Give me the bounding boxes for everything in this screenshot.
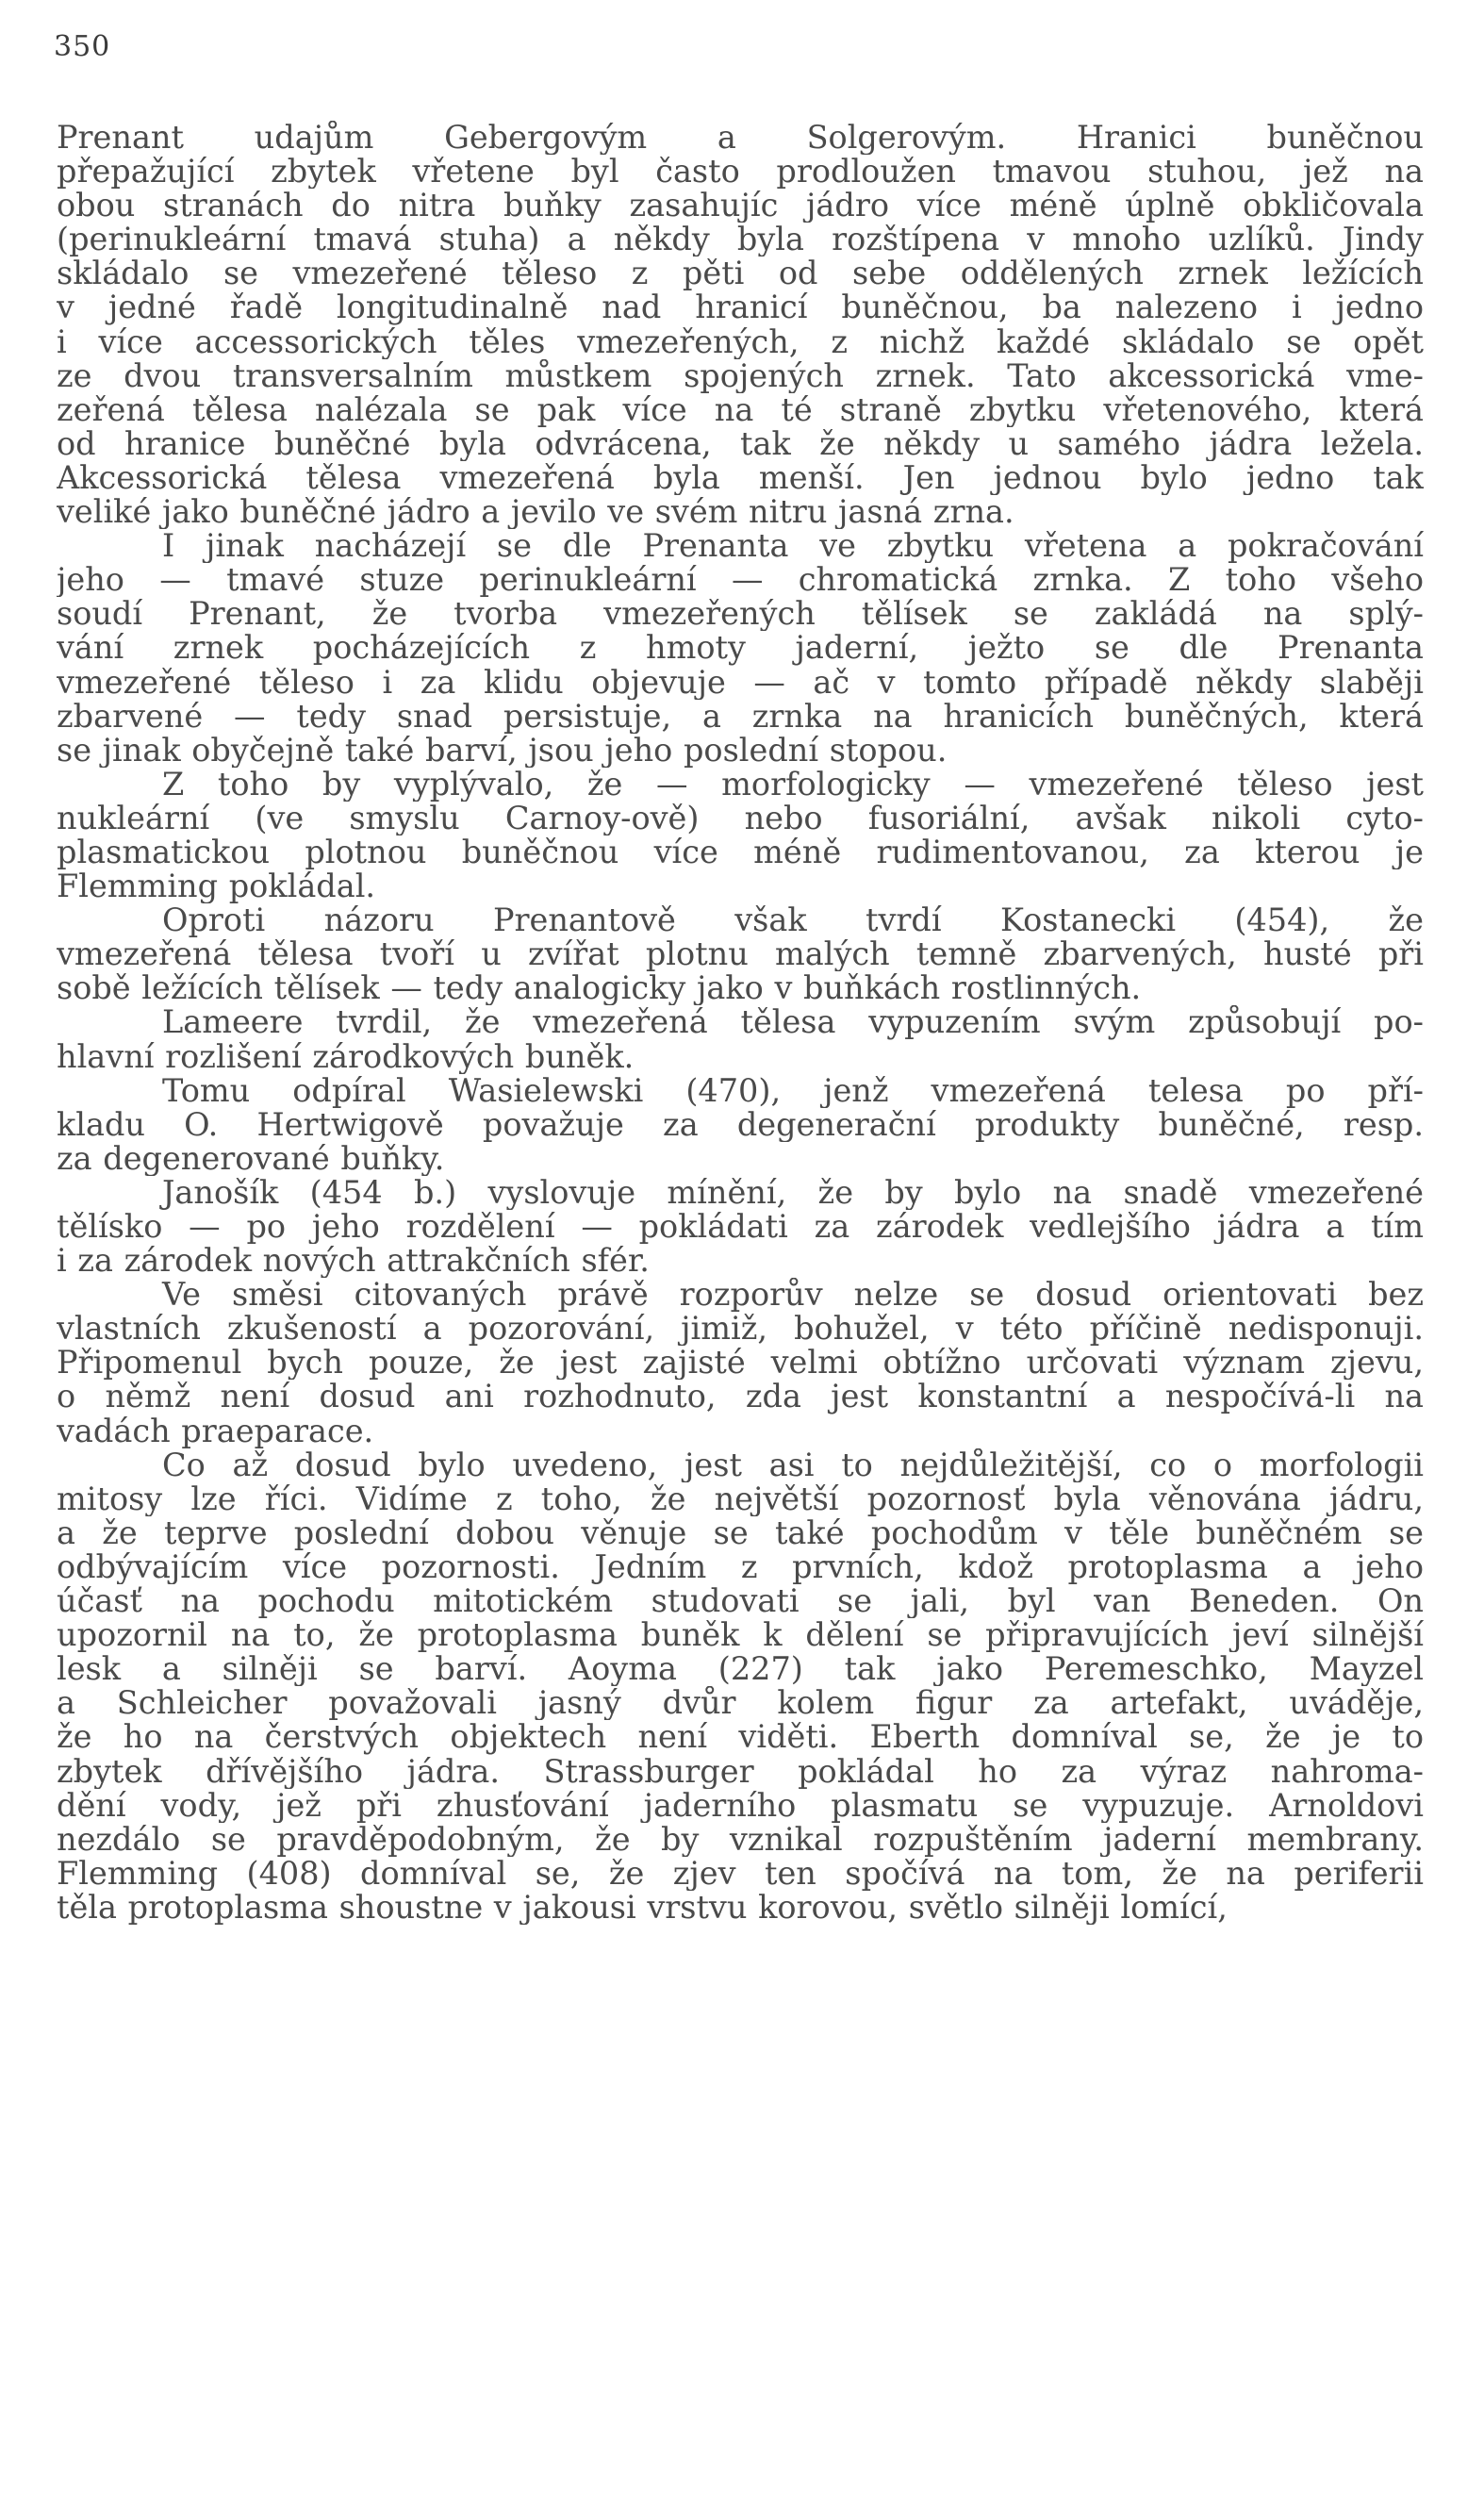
text-line: zeřená tělesa nalézala se pak více na té straně zbytku vřetenového, která xyxy=(57,392,1424,427)
text-line: v jedné řadě longitudinalně nad hranicí buněčnou, ba nalezeno i jedno xyxy=(57,290,1424,325)
text-line: Akcessorická tělesa vmezeřená byla menší. Jen jednou bylo jedno tak xyxy=(57,460,1424,496)
text-line: Prenant udajům Gebergovým a Solgerovým. Hranici buněčnou xyxy=(57,121,1424,156)
text-line: vmezeřené těleso i za klidu objevuje — ač v tomto případě někdy slaběji xyxy=(57,665,1424,700)
text-line: hlavní rozlišení zárodkových buněk. xyxy=(57,1039,635,1074)
text-line: Připomenul bych pouze, že jest zajisté velmi obtížno určovati význam zjevu, xyxy=(57,1346,1424,1381)
text-line: přepažující zbytek vřetene byl často prodloužen tmavou stuhou, jež na xyxy=(57,155,1424,190)
text-line: vlastních zkušeností a pozorování, jimiž, bohužel, v této příčině nedisponuji. xyxy=(57,1312,1424,1347)
text-line: kladu O. Hertwigově považuje za degenerační produkty buněčné, resp. xyxy=(57,1107,1424,1142)
text-line: odbývajícím více pozornosti. Jedním z prvních, kdož protoplasma a jeho xyxy=(57,1549,1424,1585)
paragraph xyxy=(57,1278,1424,1448)
text-line: a Schleicher považovali jasný dvůr kolem figur za artefakt, uváděje, xyxy=(57,1686,1424,1721)
text-line: Oproti názoru Prenantově však tvrdí Kostanecki (454), že xyxy=(162,903,1424,938)
paragraph xyxy=(57,768,1424,903)
paragraph xyxy=(57,1005,1424,1073)
text-line: ze dvou transversalním můstkem spojených zrnek. Tato akcessorická vme- xyxy=(57,358,1424,393)
text-line: nukleární (ve smyslu Carnoy-ově) nebo fusoriální, avšak nikoli cyto- xyxy=(57,801,1424,835)
text-line: soudí Prenant, že tvorba vmezeřených tělísek se zakládá na splý- xyxy=(57,597,1424,632)
paragraph xyxy=(57,121,1424,529)
paragraph xyxy=(57,1448,1424,1925)
text-line: Co až dosud bylo uvedeno, jest asi to nejdůležitější, co o morfologii xyxy=(162,1448,1424,1482)
text-body xyxy=(57,121,1424,1925)
paragraph xyxy=(57,529,1424,768)
text-line: Lameere tvrdil, že vmezeřená tělesa vypuzením svým způsobují po- xyxy=(162,1005,1424,1040)
text-line: o němž není dosud ani rozhodnuto, zda jest konstantní a nespočívá-li na xyxy=(57,1380,1424,1414)
text-line: veliké jako buněčné jádro a jevilo ve svém nitru jasná zrna. xyxy=(57,495,1014,530)
text-line: lesk a silněji se barví. Aoyma (227) tak jako Peremeschko, Mayzel xyxy=(57,1652,1424,1687)
text-line: Flemming (408) domníval se, že zjev ten spočívá na tom, že na periferii xyxy=(57,1856,1424,1891)
text-line: účasť na pochodu mitotickém studovati se jali, byl van Beneden. On xyxy=(57,1584,1424,1619)
text-line: dění vody, jež při zhusťování jaderního plasmatu se vypuzuje. Arnoldovi xyxy=(57,1788,1424,1823)
text-line: a že teprve poslední dobou věnuje se také pochodům v těle buněčném se xyxy=(57,1515,1424,1550)
text-line: jeho — tmavé stuze perinukleární — chromatická zrnka. Z toho všeho xyxy=(57,563,1424,598)
text-line: upozornil na to, že protoplasma buněk k dělení se připravujících jeví silnější xyxy=(57,1618,1424,1653)
paragraph xyxy=(57,1074,1424,1176)
text-line: Ve směsi citovaných právě rozporův nelze se dosud orientovati bez xyxy=(162,1278,1424,1313)
text-line: i za zárodek nových attrakčních sfér. xyxy=(57,1244,650,1279)
text-line: zbytek dřívějšího jádra. Strassburger pokládal ho za výraz nahroma- xyxy=(57,1754,1424,1789)
text-line: že ho na čerstvých objektech není viděti. Eberth domníval se, že je to xyxy=(57,1720,1424,1755)
text-line: Flemming pokládal. xyxy=(57,869,376,904)
text-line: vání zrnek pocházejících z hmoty jaderní, ježto se dle Prenanta xyxy=(57,631,1424,666)
text-line: obou stranách do nitra buňky zasahujíc jádro více méně úplně obkličovala xyxy=(57,189,1424,223)
text-line: sobě ležících tělísek — tedy analogicky jako v buňkách rostlinných. xyxy=(57,971,1142,1006)
text-line: se jinak obyčejně také barví, jsou jeho poslední stopou. xyxy=(57,733,948,768)
text-line: i více accessorických těles vmezeřených, z nichž každé skládalo se opět xyxy=(57,324,1424,359)
text-line: od hranice buněčné byla odvrácena, tak že někdy u samého jádra ležela. xyxy=(57,426,1424,461)
text-line: mitosy lze říci. Vidíme z toho, že největší pozornosť byla věnována jádru, xyxy=(57,1481,1424,1516)
text-line: těla protoplasma shoustne v jakousi vrstvu korovou, světlo silněji lomící, xyxy=(57,1890,1228,1925)
text-line: za degenerované buňky. xyxy=(57,1141,445,1176)
text-line: Janošík (454 b.) vyslovuje mínění, že by bylo na snadě vmezeřené xyxy=(162,1175,1424,1210)
text-line: vmezeřená tělesa tvoří u zvířat plotnu malých temně zbarvených, husté při xyxy=(57,937,1424,972)
text-line: skládalo se vmezeřené těleso z pěti od sebe oddělených zrnek ležících xyxy=(57,256,1424,291)
text-line: vadách praeparace. xyxy=(57,1414,374,1448)
text-line: (perinukleární tmavá stuha) a někdy byla rozštípena v mnoho uzlíků. Jindy xyxy=(57,223,1424,257)
paragraph xyxy=(57,903,1424,1005)
page-number: 350 xyxy=(54,30,111,63)
text-line: Z toho by vyplývalo, že — morfologicky — vmezeřené těleso jest xyxy=(162,767,1424,802)
text-line: Tomu odpíral Wasielewski (470), jenž vmezeřená telesa po pří- xyxy=(162,1073,1424,1108)
text-line: plasmatickou plotnou buněčnou více méně rudimentovanou, za kterou je xyxy=(57,835,1424,870)
text-line: nezdálo se pravděpodobným, že by vznikal rozpuštěním jaderní membrany. xyxy=(57,1822,1424,1857)
text-line: I jinak nacházejí se dle Prenanta ve zbytku vřetena a pokračování xyxy=(162,529,1424,564)
text-line: tělísko — po jeho rozdělení — pokládati za zárodek vedlejšího jádra a tím xyxy=(57,1210,1424,1245)
paragraph xyxy=(57,1176,1424,1278)
text-line: zbarvené — tedy snad persistuje, a zrnka na hranicích buněčných, která xyxy=(57,699,1424,734)
